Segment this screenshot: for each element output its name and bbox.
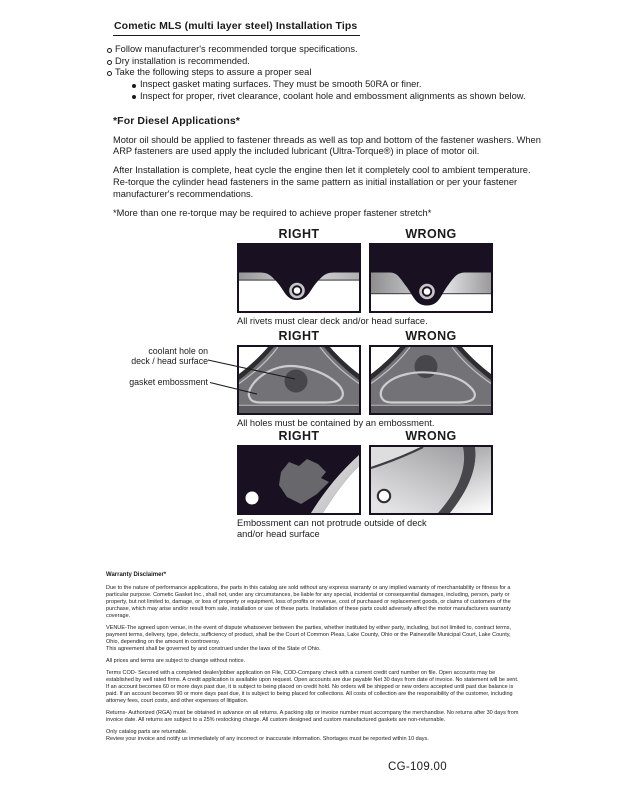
- tip-text: Take the following steps to assure a proper seal: [115, 67, 312, 78]
- warranty-paragraph: All prices and terms are subject to change without notice.: [106, 658, 246, 664]
- rivet-wrong-diagram: [369, 243, 493, 313]
- warranty-heading: Warranty Disclaimer*: [106, 572, 167, 578]
- diesel-heading: *For Diesel Applications*: [113, 115, 240, 127]
- warranty-paragraph: Returns- Authorized (RGA) must be obtained in advance on all returns. A packing slip or invoice number must accompany the merchandise. No returns after 30 days from invoice date. All returns are subject to a 25% restocking charge. All custom designed and custom manufactured gaskets are non-returnable.: [106, 710, 519, 723]
- warranty-paragraph: VENUE-The agreed upon venue, in the event of dispute whatsoever between the parties, whether instituted by either party, including, but not limited to, contract terms, payment terms, delivery, type, defects, sufficiency of product, shall be the Court of Common Pleas, Lake County, Ohio or the Painesville Municipal Court, Lake County, Ohio, depending on the amount in controversy. This agreement shall be governed by and construed under the laws of the State of Ohio.: [106, 625, 511, 652]
- bolt-hole-glyph: [246, 492, 259, 505]
- figure-caption: All holes must be contained by an embossment.: [237, 418, 435, 428]
- tip-bullet: [106, 67, 576, 79]
- embossment-wrong-diagram: [369, 445, 493, 515]
- wrong-label: WRONG: [405, 329, 457, 343]
- rivet-overlap-illustration: [371, 245, 491, 311]
- tip-text: Dry installation is recommended.: [115, 55, 250, 66]
- figure-caption: Embossment can not protrude outside of deck and/or head surface: [237, 518, 427, 539]
- figure-row-rivet-clearance: [237, 227, 493, 327]
- diesel-paragraph: *More than one re-torque may be required to achieve proper fastener stretch*: [113, 208, 432, 219]
- figure-caption: All rivets must clear deck and/or head surface.: [237, 316, 428, 326]
- hole-wrong-diagram: [369, 345, 493, 415]
- embossment-protruding-illustration: [371, 447, 491, 513]
- warranty-disclaimer-section: [106, 572, 520, 748]
- tip-text: Inspect for proper, rivet clearance, coolant hole and embossment alignments as shown below.: [140, 90, 526, 101]
- tip-bullet: [106, 56, 576, 68]
- embossment-right-diagram: [237, 445, 361, 515]
- installation-tips-list: [106, 44, 576, 103]
- rivet-right-diagram: [237, 243, 361, 313]
- right-label: RIGHT: [278, 429, 320, 443]
- diesel-paragraph: After Installation is complete, heat cycle the engine then let it completely cool to ambient temperature. Re-torque the cylinder head fasteners in the same pattern as initial installation or per your fastener manufacturer's recommendations.: [113, 165, 531, 199]
- tip-text: Inspect gasket mating surfaces. They must be smooth 50RA or finer.: [140, 79, 422, 90]
- coolant-hole-glyph: [415, 355, 438, 378]
- diesel-paragraph: Motor oil should be applied to fastener threads as well as top and bottom of the fastener washers. When ARP fasteners are used apply the included lubricant (Ultra-Torque®) in place of motor oil.: [113, 134, 541, 157]
- leader-lines: [206, 352, 298, 396]
- warranty-paragraph: Due to the nature of performance applications, the parts in this catalog are sold without any express warranty or any implied warranty of merchantability or fitness for a particular purpose. Cometic Gasket Inc., shall not, under any circumstances, be liable for any special, incidental or consequential damages, including, person, party or property, but not limited to, damage, or loss of property or equipment, loss of profits or revenue, cost of purchased or replacement goods, or claims of customers of the purchase, which may arise and/or result from sale, installation or use of these parts. Installation of these parts could adversely affect the motor manufacturers warranty coverage.: [106, 585, 511, 619]
- bolt-hole-glyph: [378, 490, 390, 502]
- tip-sub-bullet: [131, 91, 576, 103]
- tip-sub-bullet: [131, 79, 576, 91]
- diesel-applications-section: [113, 115, 543, 220]
- hole-outside-illustration: [371, 347, 491, 413]
- page-code: CG-109.00: [388, 761, 447, 773]
- figure-row-embossment-protrusion: [237, 429, 493, 539]
- tip-text: Follow manufacturer's recommended torque specifications.: [115, 44, 358, 54]
- figure-panels: [237, 445, 493, 515]
- wrong-label: WRONG: [405, 227, 457, 241]
- coolant-hole-annotation: coolant hole on deck / head surface: [131, 346, 208, 366]
- tip-bullet: [106, 44, 576, 56]
- figure-headers: [237, 429, 493, 443]
- figure-headers: [237, 227, 493, 241]
- figure-headers: [237, 329, 493, 343]
- rivet-clear-illustration: [239, 245, 359, 311]
- figure-panels: [237, 243, 493, 313]
- right-label: RIGHT: [278, 227, 320, 241]
- gasket-embossment-annotation: gasket embossment: [129, 377, 208, 387]
- right-label: RIGHT: [278, 329, 320, 343]
- page-title: Cometic MLS (multi layer steel) Installation Tips: [113, 20, 360, 36]
- warranty-paragraph: Terms COD- Secured with a completed dealer/jobber application on File, COD-Company check with a current credit card number on file. Open accounts may be established by well rated firms. A credit application is available upon request. Open accounts are due payable Net 30 days from date of invoice. No statement will be sent. If an account becomes 60 or more days past due, it is subject to being placed on credit hold. No orders will be shipped or new orders accepted until past due balance is paid. If an account becomes 90 or more days past due, it is subject to being placed for collections. All costs of collection are the responsibility of the customer, including attorney fees, court costs, and other expenses of litigation.: [106, 670, 519, 704]
- embossment-inside-illustration: [239, 447, 359, 513]
- wrong-label: WRONG: [405, 429, 457, 443]
- warranty-paragraph: Only catalog parts are returnable. Review your invoice and notify us immediately of any incorrect or inaccurate information. Shortages must be reported within 10 days.: [106, 729, 429, 742]
